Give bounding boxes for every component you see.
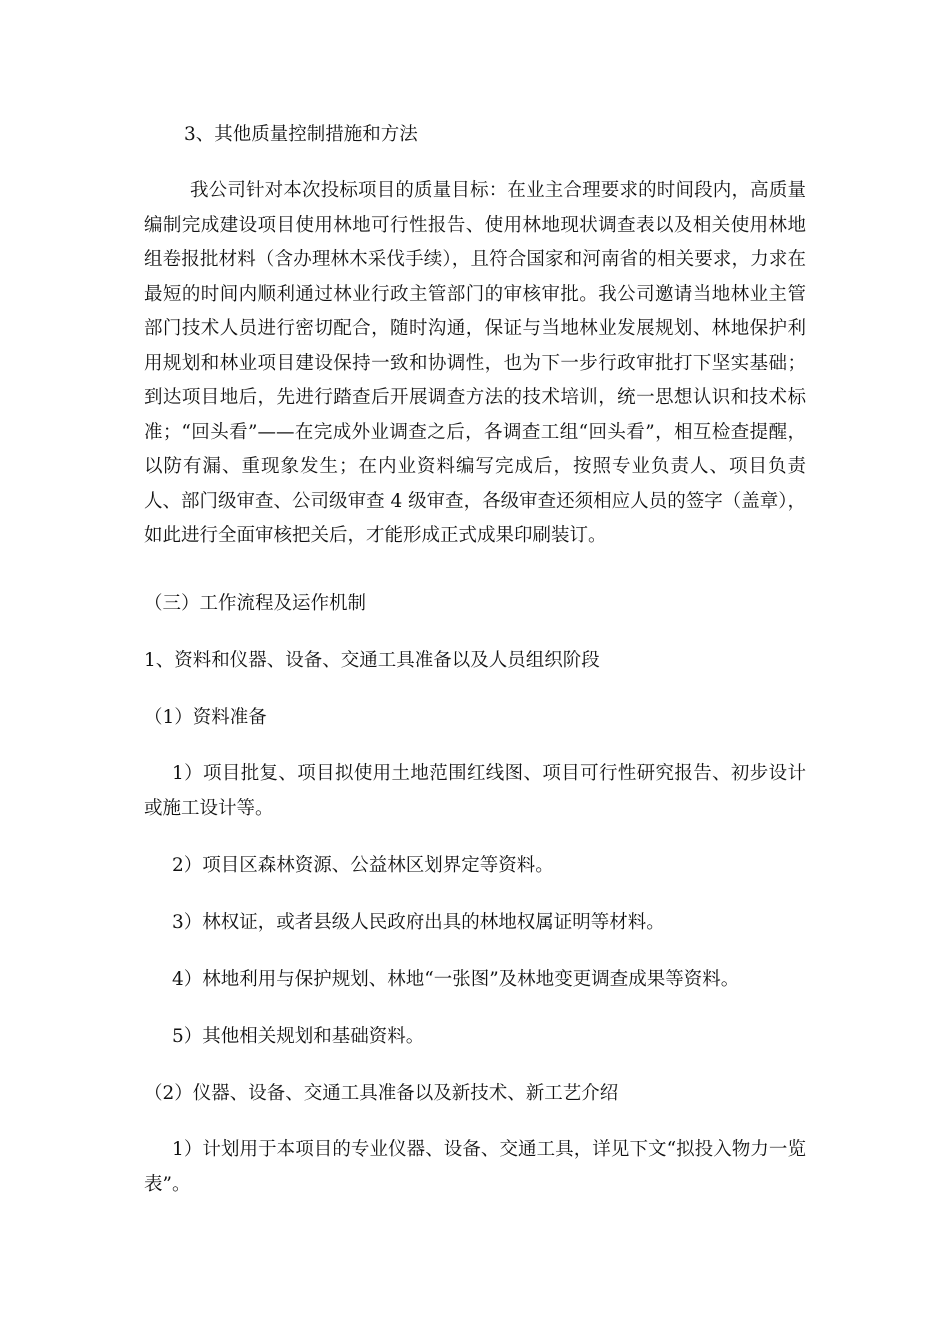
materials-item-1-text: 1）项目批复、项目拟使用土地范围红线图、项目可行性研究报告、初步设计或施工设计等。 — [144, 763, 806, 819]
materials-item-5: 5）其他相关规划和基础资料。 — [172, 1026, 425, 1047]
materials-item-2: 2）项目区森林资源、公益林区划界定等资料。 — [172, 855, 554, 876]
materials-item-3: 3）林权证，或者县级人民政府出具的林地权属证明等材料。 — [172, 912, 665, 933]
equipment-item-1 — [144, 1133, 806, 1202]
paragraph-quality-goals — [144, 174, 806, 554]
section-heading-workflow: （三）工作流程及运作机制 — [144, 593, 367, 614]
heading-quality-control: 3、其他质量控制措施和方法 — [184, 124, 418, 145]
subheading-equipment: （2）仪器、设备、交通工具准备以及新技术、新工艺介绍 — [144, 1083, 619, 1104]
materials-item-1 — [144, 757, 806, 826]
equipment-item-1-text: 1）计划用于本项目的专业仪器、设备、交通工具，详见下文“拟投入物力一览表”。 — [144, 1139, 806, 1195]
paragraph-quality-text: 我公司针对本次投标项目的质量目标：在业主合理要求的时间段内，高质量编制完成建设项目使用林地可行性报告、使用林地现状调查表以及相关使用林地组卷报批材料（含办理林木采伐手续），且符合国家和河南省的相关要求，力求在最短的时间内顺利通过林业行政主管部门的审核审批。我公司邀请当地林业主管部门技术人员进行密切配合，随时沟通，保证与当地林业发展规划、林地保护利用规划和林业项目建设保持一致和协调性，也为下一步行政审批打下坚实基础；到达项目地后，先进行踏查后开展调查方法的技术培训，统一思想认识和技术标准；“回头看”——在完成外业调查之后，各调查工组“回头看”，相互检查提醒，以防有漏、重现象发生；在内业资料编写完成后，按照专业负责人、项目负责人、部门级审查、公司级审查 4 级审查，各级审查还须相应人员的签字（盖章），如此进行全面审核把关后，才能形成正式成果印刷装订。 — [144, 180, 806, 546]
materials-item-4: 4）林地利用与保护规划、林地“一张图”及林地变更调查成果等资料。 — [172, 969, 740, 990]
stage-heading-preparation: 1、资料和仪器、设备、交通工具准备以及人员组织阶段 — [144, 650, 600, 671]
subheading-materials: （1）资料准备 — [144, 707, 267, 728]
